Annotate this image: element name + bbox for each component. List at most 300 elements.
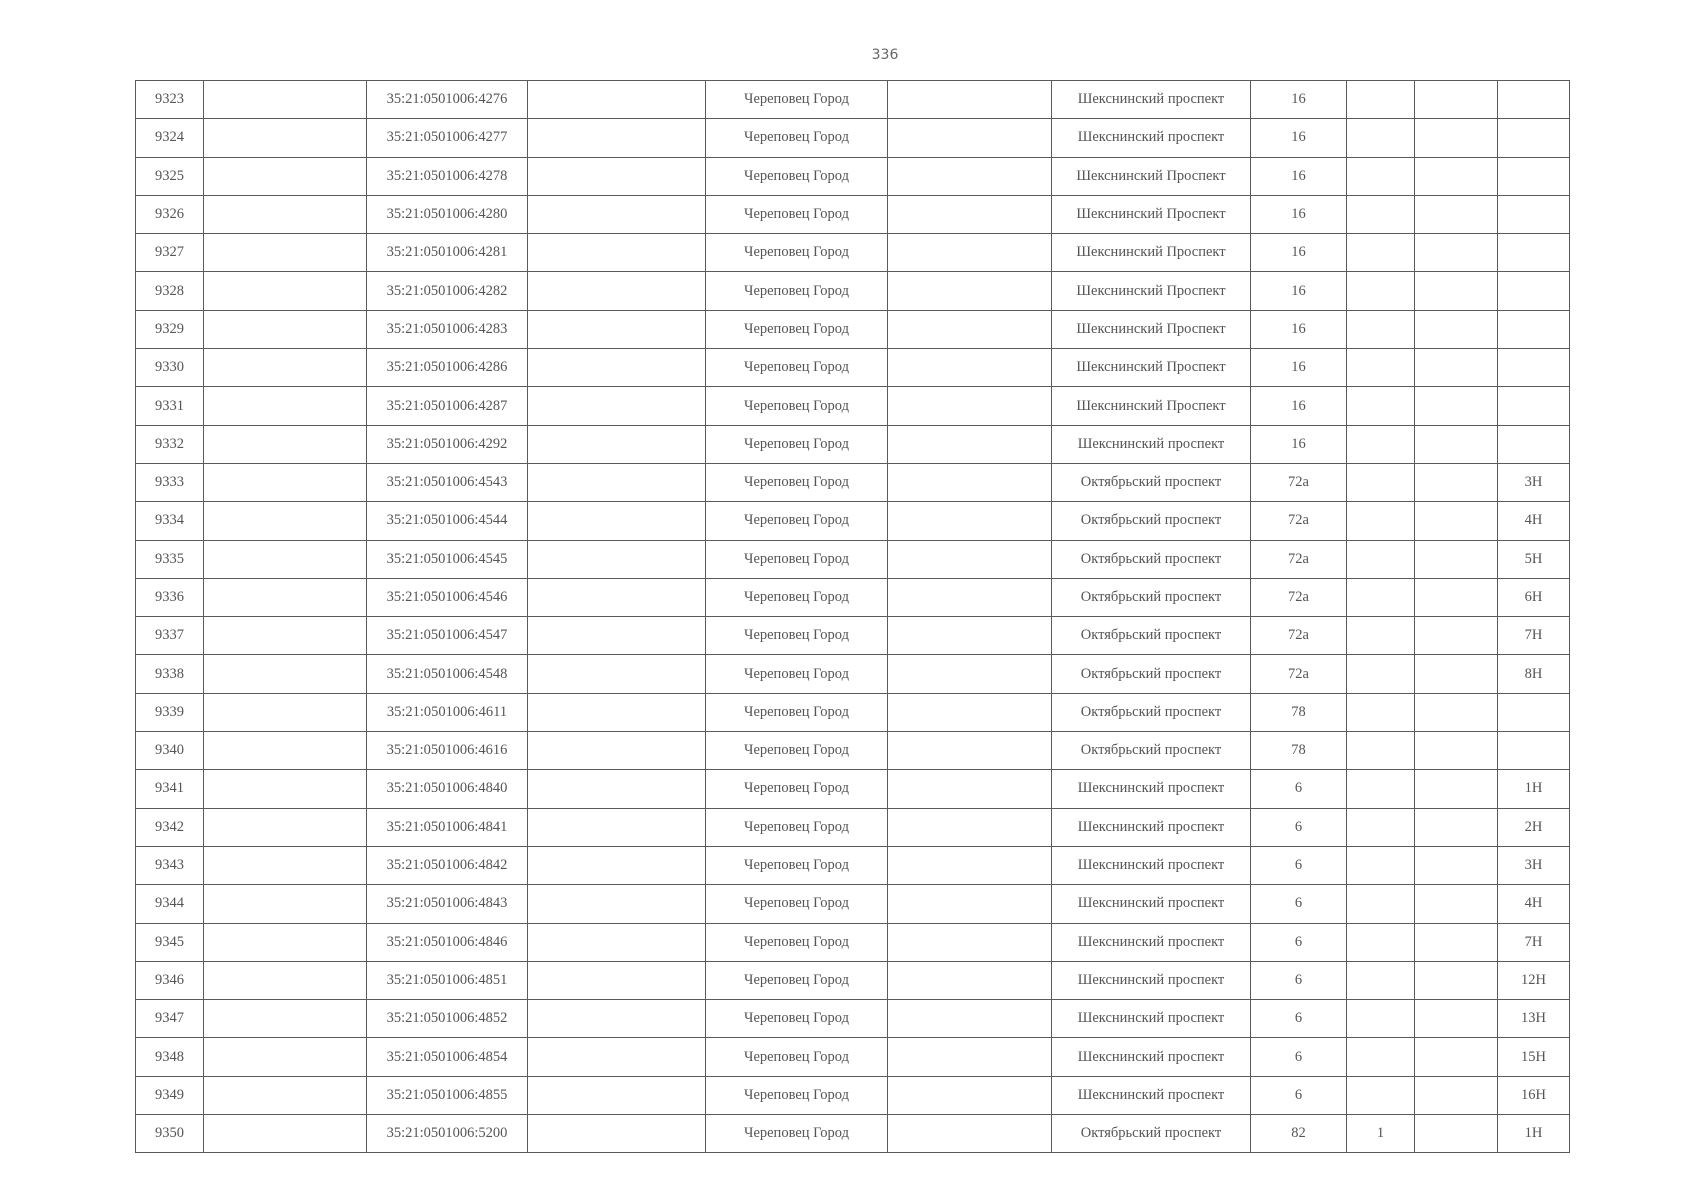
cell-cadastral: 35:21:0501006:4283 <box>367 310 528 348</box>
cell-col6 <box>888 578 1052 616</box>
cell-settlement: Череповец Город <box>706 1000 888 1038</box>
cell-building <box>1347 463 1415 501</box>
cell-col6 <box>888 770 1052 808</box>
cell-col2 <box>204 349 367 387</box>
table-row <box>136 617 1570 655</box>
cell-building <box>1347 732 1415 770</box>
cell-premises: 4Н <box>1498 502 1570 540</box>
cell-col2 <box>204 540 367 578</box>
cell-cadastral: 35:21:0501006:4840 <box>367 770 528 808</box>
cell-col10 <box>1415 272 1498 310</box>
cell-col4 <box>528 1000 706 1038</box>
cell-col4 <box>528 81 706 119</box>
cell-col4 <box>528 349 706 387</box>
cell-col10 <box>1415 463 1498 501</box>
cell-settlement: Череповец Город <box>706 195 888 233</box>
cell-col2 <box>204 1076 367 1114</box>
cell-cadastral: 35:21:0501006:4544 <box>367 502 528 540</box>
cell-settlement: Череповец Город <box>706 961 888 999</box>
cell-street: Октябрьский проспект <box>1052 617 1251 655</box>
cell-building <box>1347 195 1415 233</box>
cell-col4 <box>528 732 706 770</box>
cell-building <box>1347 310 1415 348</box>
cell-house: 6 <box>1251 923 1347 961</box>
cell-cadastral: 35:21:0501006:4276 <box>367 81 528 119</box>
cell-col4 <box>528 157 706 195</box>
cell-house: 6 <box>1251 846 1347 884</box>
cell-building <box>1347 1076 1415 1114</box>
cell-premises <box>1498 387 1570 425</box>
table-row <box>136 655 1570 693</box>
cell-house: 16 <box>1251 234 1347 272</box>
table-row <box>136 157 1570 195</box>
cell-col10 <box>1415 655 1498 693</box>
cell-col10 <box>1415 846 1498 884</box>
registry-table-body <box>136 81 1570 1153</box>
cell-street: Октябрьский проспект <box>1052 463 1251 501</box>
cell-premises <box>1498 272 1570 310</box>
cell-num: 9344 <box>136 885 204 923</box>
cell-num: 9338 <box>136 655 204 693</box>
cell-building <box>1347 655 1415 693</box>
cell-col6 <box>888 923 1052 961</box>
cell-num: 9328 <box>136 272 204 310</box>
cell-num: 9326 <box>136 195 204 233</box>
table-row <box>136 846 1570 884</box>
cell-col4 <box>528 578 706 616</box>
table-row <box>136 1038 1570 1076</box>
cell-col6 <box>888 1076 1052 1114</box>
cell-building <box>1347 961 1415 999</box>
cell-house: 16 <box>1251 310 1347 348</box>
cell-house: 16 <box>1251 81 1347 119</box>
cell-house: 72а <box>1251 502 1347 540</box>
cell-settlement: Череповец Город <box>706 655 888 693</box>
cell-col2 <box>204 1038 367 1076</box>
cell-street: Шекснинский Проспект <box>1052 234 1251 272</box>
table-row <box>136 119 1570 157</box>
cell-col2 <box>204 732 367 770</box>
cell-col10 <box>1415 732 1498 770</box>
cell-col6 <box>888 387 1052 425</box>
cell-col10 <box>1415 119 1498 157</box>
cell-col2 <box>204 1115 367 1153</box>
cell-col4 <box>528 310 706 348</box>
cell-settlement: Череповец Город <box>706 846 888 884</box>
cell-col6 <box>888 617 1052 655</box>
cell-street: Шекснинский проспект <box>1052 425 1251 463</box>
cell-col4 <box>528 923 706 961</box>
cell-settlement: Череповец Город <box>706 885 888 923</box>
cell-col4 <box>528 617 706 655</box>
cell-house: 16 <box>1251 349 1347 387</box>
cell-num: 9331 <box>136 387 204 425</box>
cell-col10 <box>1415 617 1498 655</box>
cell-premises: 1Н <box>1498 770 1570 808</box>
cell-col2 <box>204 617 367 655</box>
cell-house: 16 <box>1251 119 1347 157</box>
cell-num: 9339 <box>136 693 204 731</box>
cell-col2 <box>204 655 367 693</box>
cell-col4 <box>528 540 706 578</box>
cell-settlement: Череповец Город <box>706 157 888 195</box>
cell-col10 <box>1415 502 1498 540</box>
cell-house: 6 <box>1251 808 1347 846</box>
cell-settlement: Череповец Город <box>706 923 888 961</box>
cell-col10 <box>1415 195 1498 233</box>
cell-settlement: Череповец Город <box>706 310 888 348</box>
cell-building <box>1347 349 1415 387</box>
cell-premises: 13Н <box>1498 1000 1570 1038</box>
cell-col10 <box>1415 310 1498 348</box>
cell-house: 72а <box>1251 463 1347 501</box>
cell-col4 <box>528 502 706 540</box>
cell-col2 <box>204 463 367 501</box>
cell-col2 <box>204 923 367 961</box>
cell-col10 <box>1415 234 1498 272</box>
cell-col4 <box>528 272 706 310</box>
cell-col2 <box>204 961 367 999</box>
cell-street: Шекснинский проспект <box>1052 119 1251 157</box>
cell-premises <box>1498 195 1570 233</box>
cell-building <box>1347 157 1415 195</box>
cell-settlement: Череповец Город <box>706 540 888 578</box>
cell-col4 <box>528 846 706 884</box>
cell-street: Октябрьский проспект <box>1052 1115 1251 1153</box>
cell-col4 <box>528 693 706 731</box>
cell-street: Шекснинский Проспект <box>1052 310 1251 348</box>
cell-building <box>1347 1000 1415 1038</box>
cell-num: 9345 <box>136 923 204 961</box>
cell-settlement: Череповец Город <box>706 617 888 655</box>
cell-building <box>1347 923 1415 961</box>
cell-col2 <box>204 846 367 884</box>
cell-premises: 3Н <box>1498 463 1570 501</box>
table-row <box>136 81 1570 119</box>
cell-col6 <box>888 157 1052 195</box>
cell-num: 9335 <box>136 540 204 578</box>
table-row <box>136 463 1570 501</box>
cell-premises: 2Н <box>1498 808 1570 846</box>
cell-col2 <box>204 310 367 348</box>
table-row <box>136 961 1570 999</box>
table-row <box>136 578 1570 616</box>
cell-col4 <box>528 195 706 233</box>
cell-cadastral: 35:21:0501006:4282 <box>367 272 528 310</box>
cell-premises: 4Н <box>1498 885 1570 923</box>
table-row <box>136 693 1570 731</box>
cell-street: Шекснинский Проспект <box>1052 195 1251 233</box>
cell-num: 9340 <box>136 732 204 770</box>
cell-building <box>1347 846 1415 884</box>
cell-premises <box>1498 234 1570 272</box>
cell-settlement: Череповец Город <box>706 693 888 731</box>
cell-house: 6 <box>1251 770 1347 808</box>
cell-cadastral: 35:21:0501006:4616 <box>367 732 528 770</box>
cell-premises <box>1498 119 1570 157</box>
cell-building <box>1347 81 1415 119</box>
cell-col4 <box>528 655 706 693</box>
cell-street: Шекснинский проспект <box>1052 770 1251 808</box>
cell-col2 <box>204 578 367 616</box>
cell-col6 <box>888 119 1052 157</box>
cell-col6 <box>888 655 1052 693</box>
cell-house: 16 <box>1251 387 1347 425</box>
cell-col2 <box>204 195 367 233</box>
cell-num: 9341 <box>136 770 204 808</box>
cell-num: 9336 <box>136 578 204 616</box>
cell-house: 16 <box>1251 195 1347 233</box>
cell-premises: 5Н <box>1498 540 1570 578</box>
cell-premises: 8Н <box>1498 655 1570 693</box>
cell-col6 <box>888 732 1052 770</box>
cell-col4 <box>528 885 706 923</box>
cell-col6 <box>888 502 1052 540</box>
cell-premises: 7Н <box>1498 923 1570 961</box>
cell-street: Октябрьский проспект <box>1052 578 1251 616</box>
cell-col2 <box>204 502 367 540</box>
cell-col2 <box>204 387 367 425</box>
cell-settlement: Череповец Город <box>706 1038 888 1076</box>
cell-col10 <box>1415 693 1498 731</box>
cell-settlement: Череповец Город <box>706 808 888 846</box>
registry-table <box>135 80 1570 1153</box>
cell-num: 9348 <box>136 1038 204 1076</box>
cell-col6 <box>888 463 1052 501</box>
cell-street: Шекснинский Проспект <box>1052 157 1251 195</box>
table-row <box>136 272 1570 310</box>
cell-street: Шекснинский проспект <box>1052 885 1251 923</box>
table-row <box>136 234 1570 272</box>
cell-col6 <box>888 808 1052 846</box>
cell-cadastral: 35:21:0501006:4278 <box>367 157 528 195</box>
cell-col10 <box>1415 425 1498 463</box>
cell-premises: 1Н <box>1498 1115 1570 1153</box>
cell-col6 <box>888 693 1052 731</box>
cell-street: Октябрьский проспект <box>1052 502 1251 540</box>
cell-building <box>1347 119 1415 157</box>
cell-cadastral: 35:21:0501006:4843 <box>367 885 528 923</box>
cell-col6 <box>888 885 1052 923</box>
cell-cadastral: 35:21:0501006:4846 <box>367 923 528 961</box>
cell-settlement: Череповец Город <box>706 425 888 463</box>
cell-building <box>1347 578 1415 616</box>
cell-building <box>1347 693 1415 731</box>
table-row <box>136 923 1570 961</box>
page-number: 336 <box>871 47 899 63</box>
cell-house: 16 <box>1251 425 1347 463</box>
cell-street: Октябрьский проспект <box>1052 655 1251 693</box>
cell-col2 <box>204 234 367 272</box>
cell-cadastral: 35:21:0501006:4546 <box>367 578 528 616</box>
cell-col2 <box>204 885 367 923</box>
cell-premises <box>1498 81 1570 119</box>
table-row <box>136 732 1570 770</box>
table-row <box>136 1076 1570 1114</box>
cell-house: 72а <box>1251 655 1347 693</box>
cell-col6 <box>888 310 1052 348</box>
cell-num: 9343 <box>136 846 204 884</box>
table-row <box>136 387 1570 425</box>
cell-premises <box>1498 157 1570 195</box>
cell-house: 6 <box>1251 961 1347 999</box>
cell-num: 9334 <box>136 502 204 540</box>
cell-col4 <box>528 808 706 846</box>
cell-cadastral: 35:21:0501006:4852 <box>367 1000 528 1038</box>
cell-building <box>1347 272 1415 310</box>
table-row <box>136 310 1570 348</box>
cell-col10 <box>1415 1076 1498 1114</box>
cell-cadastral: 35:21:0501006:4281 <box>367 234 528 272</box>
cell-settlement: Череповец Город <box>706 272 888 310</box>
cell-col4 <box>528 770 706 808</box>
cell-col6 <box>888 425 1052 463</box>
cell-building <box>1347 808 1415 846</box>
cell-col10 <box>1415 157 1498 195</box>
cell-col2 <box>204 770 367 808</box>
cell-cadastral: 35:21:0501006:4543 <box>367 463 528 501</box>
table-row <box>136 885 1570 923</box>
cell-premises <box>1498 310 1570 348</box>
cell-street: Шекснинский проспект <box>1052 1000 1251 1038</box>
cell-house: 6 <box>1251 1076 1347 1114</box>
cell-cadastral: 35:21:0501006:4855 <box>367 1076 528 1114</box>
cell-premises: 3Н <box>1498 846 1570 884</box>
cell-col6 <box>888 1000 1052 1038</box>
cell-premises <box>1498 349 1570 387</box>
cell-settlement: Череповец Город <box>706 81 888 119</box>
cell-num: 9327 <box>136 234 204 272</box>
cell-house: 72а <box>1251 540 1347 578</box>
cell-cadastral: 35:21:0501006:4547 <box>367 617 528 655</box>
cell-col10 <box>1415 387 1498 425</box>
cell-settlement: Череповец Город <box>706 732 888 770</box>
cell-street: Шекснинский проспект <box>1052 961 1251 999</box>
cell-cadastral: 35:21:0501006:4611 <box>367 693 528 731</box>
cell-col6 <box>888 846 1052 884</box>
cell-street: Октябрьский проспект <box>1052 732 1251 770</box>
cell-col6 <box>888 1115 1052 1153</box>
cell-street: Шекснинский Проспект <box>1052 272 1251 310</box>
cell-col6 <box>888 234 1052 272</box>
cell-col6 <box>888 961 1052 999</box>
cell-num: 9333 <box>136 463 204 501</box>
cell-street: Октябрьский проспект <box>1052 540 1251 578</box>
cell-col10 <box>1415 349 1498 387</box>
table-row <box>136 195 1570 233</box>
table-row <box>136 770 1570 808</box>
cell-col10 <box>1415 808 1498 846</box>
cell-col10 <box>1415 1115 1498 1153</box>
cell-num: 9324 <box>136 119 204 157</box>
cell-premises <box>1498 732 1570 770</box>
cell-building <box>1347 540 1415 578</box>
cell-building <box>1347 1038 1415 1076</box>
cell-settlement: Череповец Город <box>706 234 888 272</box>
cell-settlement: Череповец Город <box>706 119 888 157</box>
cell-cadastral: 35:21:0501006:4292 <box>367 425 528 463</box>
cell-num: 9329 <box>136 310 204 348</box>
cell-settlement: Череповец Город <box>706 1076 888 1114</box>
cell-premises: 12Н <box>1498 961 1570 999</box>
cell-building <box>1347 387 1415 425</box>
cell-col6 <box>888 540 1052 578</box>
cell-col4 <box>528 463 706 501</box>
cell-col10 <box>1415 578 1498 616</box>
cell-col10 <box>1415 923 1498 961</box>
cell-house: 82 <box>1251 1115 1347 1153</box>
cell-col10 <box>1415 961 1498 999</box>
cell-col4 <box>528 119 706 157</box>
cell-col2 <box>204 1000 367 1038</box>
cell-num: 9342 <box>136 808 204 846</box>
cell-num: 9330 <box>136 349 204 387</box>
cell-col2 <box>204 808 367 846</box>
table-row <box>136 1115 1570 1153</box>
cell-settlement: Череповец Город <box>706 578 888 616</box>
cell-cadastral: 35:21:0501006:4851 <box>367 961 528 999</box>
cell-house: 72а <box>1251 617 1347 655</box>
cell-cadastral: 35:21:0501006:4854 <box>367 1038 528 1076</box>
cell-premises: 7Н <box>1498 617 1570 655</box>
cell-house: 6 <box>1251 1000 1347 1038</box>
table-row <box>136 808 1570 846</box>
table-row <box>136 540 1570 578</box>
cell-house: 6 <box>1251 1038 1347 1076</box>
cell-street: Шекснинский проспект <box>1052 846 1251 884</box>
cell-col4 <box>528 387 706 425</box>
cell-col2 <box>204 157 367 195</box>
cell-col4 <box>528 425 706 463</box>
cell-premises: 15Н <box>1498 1038 1570 1076</box>
cell-house: 78 <box>1251 732 1347 770</box>
cell-col6 <box>888 272 1052 310</box>
cell-house: 6 <box>1251 885 1347 923</box>
cell-cadastral: 35:21:0501006:4842 <box>367 846 528 884</box>
cell-building <box>1347 234 1415 272</box>
cell-street: Шекснинский проспект <box>1052 923 1251 961</box>
cell-building <box>1347 770 1415 808</box>
cell-col2 <box>204 119 367 157</box>
cell-num: 9350 <box>136 1115 204 1153</box>
cell-col4 <box>528 961 706 999</box>
cell-cadastral: 35:21:0501006:4286 <box>367 349 528 387</box>
cell-street: Октябрьский проспект <box>1052 693 1251 731</box>
table-row <box>136 502 1570 540</box>
cell-col10 <box>1415 540 1498 578</box>
cell-settlement: Череповец Город <box>706 770 888 808</box>
cell-num: 9347 <box>136 1000 204 1038</box>
cell-settlement: Череповец Город <box>706 502 888 540</box>
cell-house: 16 <box>1251 157 1347 195</box>
cell-building <box>1347 885 1415 923</box>
table-row <box>136 349 1570 387</box>
cell-premises <box>1498 693 1570 731</box>
cell-col6 <box>888 81 1052 119</box>
cell-col4 <box>528 1115 706 1153</box>
cell-col10 <box>1415 770 1498 808</box>
cell-cadastral: 35:21:0501006:4841 <box>367 808 528 846</box>
cell-col10 <box>1415 1038 1498 1076</box>
cell-street: Шекснинский проспект <box>1052 81 1251 119</box>
cell-cadastral: 35:21:0501006:4287 <box>367 387 528 425</box>
cell-street: Шекснинский Проспект <box>1052 387 1251 425</box>
cell-settlement: Череповец Город <box>706 463 888 501</box>
cell-cadastral: 35:21:0501006:4548 <box>367 655 528 693</box>
table-row <box>136 1000 1570 1038</box>
cell-num: 9349 <box>136 1076 204 1114</box>
cell-col6 <box>888 195 1052 233</box>
